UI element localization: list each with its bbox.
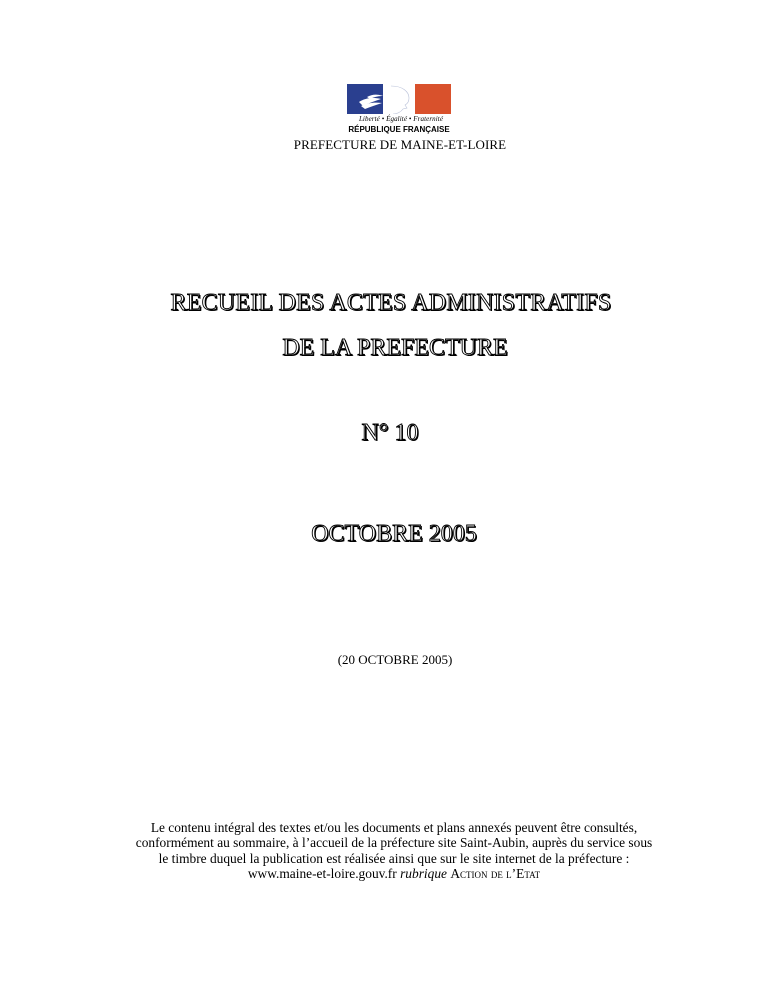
republique-logo	[346, 84, 452, 114]
rubrique-section: Action de l’Etat	[450, 866, 541, 882]
document-title-line1: RECUEIL DES ACTES ADMINISTRATIFS	[170, 290, 612, 316]
issue-number: N° 10	[361, 420, 419, 446]
issue-date: (20 OCTOBRE 2005)	[337, 652, 453, 667]
rubrique-label: rubrique	[400, 866, 447, 882]
footer-notice	[84, 820, 704, 882]
footer-line-2: conformément au sommaire, à l’accueil de la préfecture site Saint-Aubin, auprès du service sous	[135, 835, 653, 851]
republique-francaise-label: RÉPUBLIQUE FRANÇAISE	[348, 125, 450, 134]
prefecture-name: PREFECTURE DE MAINE-ET-LOIRE	[293, 137, 507, 152]
marianne-logo-icon	[347, 84, 451, 114]
footer-line-1: Le contenu intégral des textes et/ou les documents et plans annexés peuvent être consultés,	[150, 820, 638, 835]
issue-month: OCTOBRE 2005	[311, 521, 477, 547]
website-link[interactable]: www.maine-et-loire.gouv.fr	[247, 866, 397, 882]
document-title-line2: DE LA PREFECTURE	[282, 335, 508, 361]
republic-motto: Liberté • Égalité • Fraternité	[358, 115, 444, 123]
footer-line-3: le timbre duquel la publication est réalisée ainsi que sur le site internet de la préfecture :	[158, 850, 630, 866]
footer-line-4	[84, 866, 704, 881]
